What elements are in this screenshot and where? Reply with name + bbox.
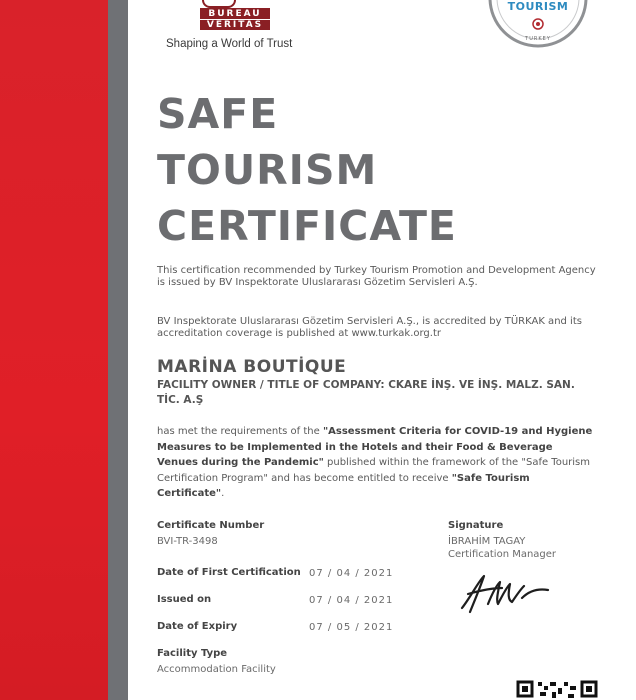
requirements-part3: . [221,488,225,499]
badge-country: TURKEY [525,36,551,42]
facility-owner: FACILITY OWNER / TITLE OF COMPANY: CKARE İNŞ. VE İNŞ. MALZ. SAN. TİC. A.Ş [157,379,575,406]
issued-on-value: 07 / 04 / 2021 [309,595,394,606]
facility-type-label: Facility Type [157,648,228,659]
intro-paragraph: This certification recommended by Turkey Tourism Promotion and Development Agency is issued by BV Inspektorate Uluslararası Gözetim Servisleri A.Ş. [157,265,596,288]
requirements-criteria: "Assessment Criteria for COVID-19 and Hygiene Measures to be Implemented in the Hotels and their Food & Beverage Venues during the Pandemic" [157,426,593,468]
certificate-number-label: Certificate Number [157,520,265,531]
badge-title: TOURISM [507,0,569,13]
accreditation-paragraph: BV Inspektorate Uluslararası Gözetim Servisleri A.Ş., is accredited by TÜRKAK and its accreditation coverage is published at www.turkak.org.tr [157,316,582,339]
signatory-role: Certification Manager [448,549,557,560]
bv-tagline: Shaping a World of Trust [166,38,293,50]
bv-emblem-icon [202,0,236,8]
first-certification-label: Date of First Certification [157,567,301,578]
title-line-1: SAFE [157,90,279,138]
requirements-paragraph [157,424,593,502]
expiry-value: 07 / 05 / 2021 [309,622,394,633]
bureau-veritas-logo [166,0,306,56]
issued-on-label: Issued on [157,594,212,605]
expiry-label: Date of Expiry [157,621,238,632]
title-line-3: CERTIFICATE [157,202,457,250]
title-line-2: TOURISM [157,146,378,194]
first-certification-value: 07 / 04 / 2021 [309,568,394,579]
bv-line1: BUREAU [200,9,270,20]
requirements-part2: published within the framework of the "Safe Tourism Certification Program" and has become entitled to receive [157,457,591,484]
requirements-part1: has met the requirements of the [157,426,323,437]
certificate-number-value: BVI-TR-3498 [157,536,218,547]
facility-name: MARİNA BOUTİQUE [157,357,347,377]
qr-code-icon [516,680,600,700]
requirements-certificate-name: "Safe Tourism Certificate" [157,472,530,499]
bv-line2: VERITAS [206,20,264,30]
signatory-name: İBRAHİM TAGAY [448,536,526,547]
left-grey-band [108,0,128,700]
certificate-title [157,86,457,254]
facility-type-value: Accommodation Facility [157,664,276,675]
signature-label: Signature [448,520,504,531]
bv-wordmark-box [200,8,270,30]
left-red-band [0,0,108,700]
signature-mark-icon [458,568,558,618]
safe-tourism-badge [484,0,592,48]
